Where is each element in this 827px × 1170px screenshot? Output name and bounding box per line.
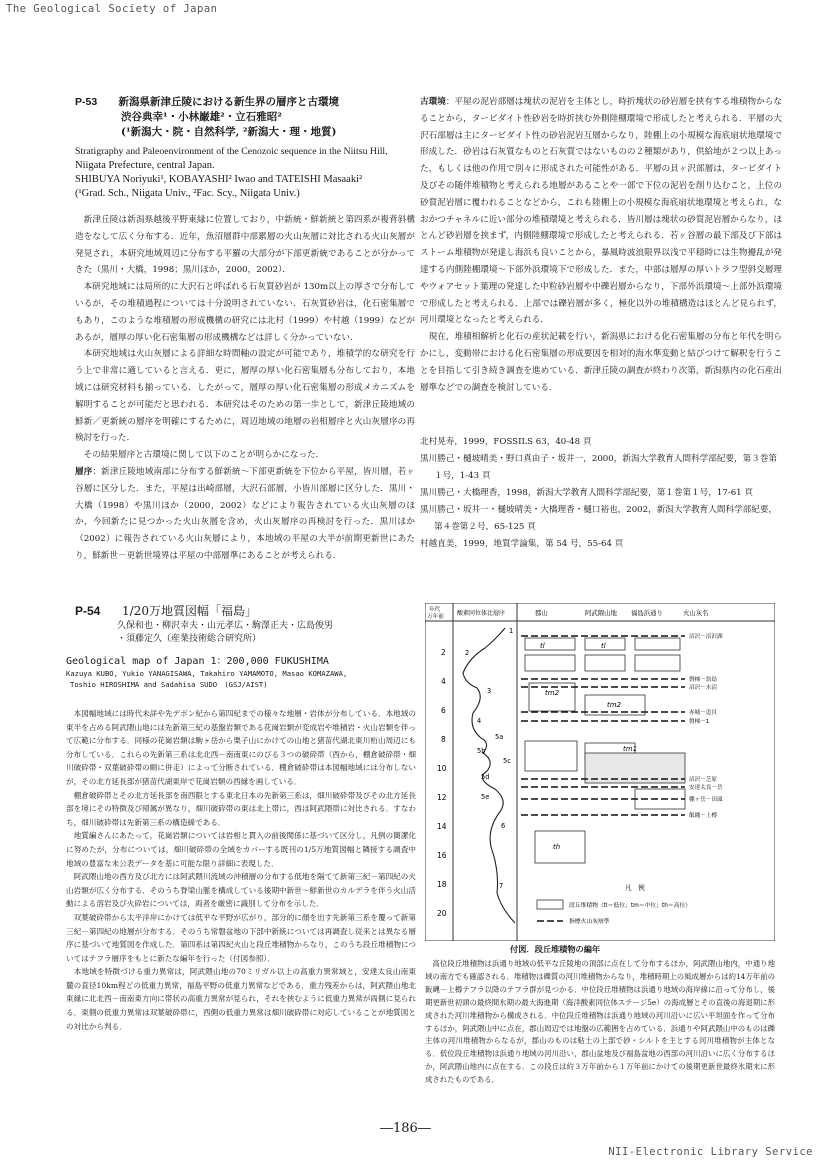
p53-english-block [75,145,420,201]
terrace-label: tm2 [607,701,622,709]
stage-label: 2 [465,649,470,657]
stage-label: 5e [481,793,490,801]
page-number: ―186― [380,1121,431,1136]
col-age-label: 年代 [429,607,441,613]
reference-item: 黒川勝己・大橋理香，1998，新潟大学教育人間科学部紀要，第１巻第１号，17-61 頁 [420,488,753,498]
col-area-label: 阿武隈山地 [585,609,617,617]
age-tick-label: 8 [441,735,446,744]
p53-title-en2: Niigata Prefecture, central Japan. [75,160,215,171]
terrace-box-tl [525,655,575,671]
terrace-label: th [553,843,561,851]
p53-left-text [75,212,415,565]
figure-note: 高位段丘堆積物は浜通り地域の低平な丘陵地の頂部に点在して分布するほか，阿武隈山地内，中通り地域の南方でも確認される．堆積物は礫質の河川堆積物からなり，堆積時期上の風成層からは約14万年前の飯縄－上樽テフラ以降のテフラ群が見つかる．中位段丘堆積物は浜通り地域の海岸線に沿って分布し，後期更新世初頭の最終間氷期の最大海進期（海洋酸素同位体ステージ5e）の海成層とその直後の海退期に形成された河川堆積物から構成される．中位段丘堆積物は浜通り地域の河川沿いに広い平坦面を作って分布するほか，阿武隈山中に点在，郡山周辺では地盤の広範囲を占めている．浜通りや阿武隈山中のものは礫主体の河川堆積物からなるが，郡山のものは粘土の上部で砂・シルトを主とする河川堆積物が主体となる．低位段丘堆積物は浜通り地域の河川沿い，郡山盆地及び福島盆地の西部の河川沿いに広く分布するほか，阿武隈山地内に点在する．この段丘は約３万年前から１万年前にかけての後期更新世最終氷期末に形成されたものである． [425,959,775,1085]
legend-item: 段丘堆積物（tl＝低位；tm＝中位；th＝高位） [569,903,692,909]
p54-authors-en1: Kazuya KUBO, Yukio YANAGISAWA, Takahiro YAMAMOTO, Masao KOMAZAWA, [66,669,348,678]
tephra-name: 沼沢－沼沢湖 [689,634,723,640]
p53-right-text [420,94,782,396]
p53-environment [420,94,782,329]
p54-authors-ja2: ・須藤定久（産業技術総合研究所） [117,634,262,644]
figure-caption: 付図．段丘堆積物の編年 [510,944,601,954]
p53-para1: 新津丘陵は新潟県越後平野東縁に位置しており，中新統・鮮新統と第四系が複背斜構造をなして広く分布する．近年，魚沼層群中部累層の火山灰層に対比される火山灰層が発見され，本研究地域周辺に分布する平羅の大部分が下部更新統であることが分かってきた（黒川・大橋，1998；黒川ほか，2000，2002）． [75,215,415,276]
terrace-chronology-diagram [425,603,775,941]
p53-affil-ja: (¹新潟大・院・自然科学, ²新潟大・理・地質) [121,126,337,138]
tephra-name: 赤城－追貝 [689,710,717,716]
age-tick-label: 10 [437,764,447,773]
p53-title-ja: 新潟県新津丘陵における新生界の層序と古環境 [118,96,339,108]
p53-title-en1: Stratigraphy and Paleoenvironment of the Cenozoic sequence in the Niitsu Hill, [75,146,388,157]
reference-item: 黒川勝己・坂井一・樋坡晴美・大橋理香・樋口裕也，2002，新潟大学教育人間科学部紀要，第４巻第２号，65-125 頁 [420,505,778,532]
age-tick-label: 4 [441,677,446,686]
reference-item: 村越直美，1999，地質学論集，第 54 号，55-64 頁 [420,539,624,549]
p53-number: P-53 [75,96,98,108]
stage-label: 1 [509,627,514,635]
terrace-box-tm1 [525,741,577,771]
p53-env-label: 古環境 [420,97,446,107]
terrace-box-tl [635,655,680,671]
age-tick-label: 20 [437,909,447,918]
p53-para5: 現在，堆積相解析と化石の産状記載を行い，新潟県における化石密集層の分布と年代を明らかにし，変動帯における化石密集層の形成要因を相対的海水準変動と結びつけて解釈を行うことを目指して引き続き調査を進めている．新津丘陵の調査が終わり次第，新潟県内の化石産出層準などでの調査を検討している． [420,332,782,393]
stage-label: 3 [487,687,492,695]
tephra-name: 棚ヶ岳－田頭 [689,797,723,803]
terrace-box-tl [635,638,680,650]
p53-strat-text: ：新津丘陵地域南部に分布する鮮新統～下部更新統を下位から平屋，皆川層，若ヶ谷層に区分した．また，平屋は出崎部層，大沢石部層，小皆川部層に区分した．黒川・大橋（1998）や黒川ほか（2000，2002）などにより報告されている火山灰層のほか，今回新たに見つかった火山灰層を含め，火山灰層序の再検討を行った．黒川ほか（2002）に報告されている火山灰層により，本地域の平屋の大半が前期更新世にあたり，鮮新世－更新世境界は平屋の中部層準にあることが考えられる． [75,466,415,561]
p53-para2: 本研究地域には局所的に大沢石と呼ばれる石灰質砂岩が 130m以上の厚さで分布しているが，その堆積過程については十分説明されていない．石灰質砂岩は，化石密集層でもあり，このような堆積層の形成機構の研究には北村（1999）や村越（1999）などがあるが，層厚の厚い化石密集層の形成機構などは詳しく分かっていない． [75,282,415,343]
age-tick-label: 2 [441,648,446,657]
p53-authors-ja: 渋谷典幸¹・小林巌雄²・立石雅昭² [121,111,282,123]
age-tick-label: 6 [441,706,446,715]
col-area-label: 郡山 [535,609,548,617]
age-tick-label: 16 [437,851,447,860]
col-age-label: 万年前 [427,614,444,620]
tephra-name: 沼沢－水沼 [689,685,717,691]
p54-number: P-54 [75,604,101,618]
tephra-name: 飯縄－上樽 [689,813,717,819]
age-tick-label: 18 [437,880,447,889]
p54-heading [75,603,415,646]
reference-item: 黒川勝己・樋坡晴美・野口真由子・坂井一，2000，新潟大学教育人間科学部紀要，第３巻第１号，1-43 頁 [420,454,778,481]
journal-header: The Geological Society of Japan [6,3,218,15]
stage-label: 4 [477,717,482,725]
stage-label: 5b [477,747,486,755]
legend-box-swatch [537,900,563,909]
tephra-name: 磐梯－1 [689,719,710,725]
p53-stratigraphy [75,464,415,565]
p53-strat-label: 層序 [75,466,93,477]
col-area-label: 福島浜通り [631,609,663,617]
p54-authors-en2: Toshio HIROSHIMA and Sadahisa SUDO (GSJ/AIST) [70,680,268,689]
p53-references [420,434,782,553]
age-tick-label: 12 [437,793,447,802]
terrace-figure [425,603,775,941]
p54-english-block [66,655,416,690]
p53-affil-en: (¹Grad. Sch., Niigata Univ., ²Fac. Scy., Niigata Univ.) [75,188,300,199]
terrace-label: tm1 [623,745,638,753]
reference-item: 北村晃寿，1999，FOSSILS 63，40-48 頁 [420,437,592,447]
p54-authors-ja1: 久保和也・柳沢幸夫・山元孝広・駒澤正夫・広島俊男 [117,621,334,631]
col-strat-label: 酸素同位体比層序 [457,610,506,617]
terrace-label: tl [601,642,606,650]
stage-label: 5c [503,757,511,765]
col-area-label: 火山灰名 [683,609,709,617]
p54-title-ja: 1/20万地質図幅「福島」 [122,604,257,618]
legend-item: 指標火山灰層準 [569,919,610,925]
terrace-label: tl [540,642,545,650]
p53-para3: 本研究地域は火山灰層による詳細な時間軸の設定が可能であり，堆積学的な研究を行う上で非常に適していると言える．更に，層厚の厚い化石密集層も分布しており，本地域には研究材料も揃っている．したがって，層厚の厚い化石密集層の形成メカニズムを解明することが可能だと思われる．本研究はそのための第一歩として，新津丘陵地域の鮮新／更新統の層序を明確にするために，周辺地域の地層の岩相層序と火山灰層序の再検討を行った． [75,349,415,444]
tephra-name: 沼沢－芝原 [689,777,717,783]
p53-env-text: ：平屋の泥岩部層は塊状の泥岩を主体とし，時折塊状の砂岩層を挟有する堆積物からなることから，タービダイト性砂岩を時折挟む外側陸棚環境で形成したと考えられる．平層の大沢石部層は主にタービダイト性の砂岩泥岩互層からなり，陸棚上の小規模な海底扇状地環境で形成した．砂岩は石灰質なものと石灰質ではないものの２種類があり，供給地が２つ以上あった，もしくは他の作用で別々に形成された可能性がある．平層の貝ヶ沢部層は，タービダイト及びその随伴堆積物と考えられる地層があることや一部で下位の泥岩を削り込むこと，上位の砂質泥岩層に覆われることなどから，これも陸棚上の小規模な海底扇状地環境と考えられ，なおかつチャネルに近い部分の堆積環境と考えられる．皆川層は塊状の砂質泥岩層からなり，ほとんど砂岩層を挟まず，内側陸棚環境で形成したと考えられる．若ヶ谷層の最下部及び下部はストーム堆積物が発達し海浜も良いことから，暴風時波浪限界以浅で平穏時には生物擾乱が発達する内側陸棚環境～下部外浜環境下で形成した．また，中部は層厚の厚いトラフ型斜交層理やウォアセット葉理の発達した中粒砂岩層や中礫岩層からなり，下部外浜環境～上部外浜環境で形成したと考えられる．上部では礫岩層が多く，極化以外の堆積構造はほとんど見られず，河川環境となったと考えられる． [420,97,782,326]
terrace-box-tl [585,655,625,671]
p53-para4: その結果層序と古環境に関して以下のことが明らかになった． [83,450,325,461]
tephra-name: 磐梯－翁島 [689,677,717,683]
p54-title-en: Geological map of Japan 1：200,000 FUKUSHIMA [66,656,329,667]
p53-authors-en: SHIBUYA Noriyuki¹, KOBAYASHI² Iwao and TATEISHI Masaaki² [75,174,363,185]
tephra-name: 安達太良－岳 [689,785,723,791]
p53-heading [75,95,415,140]
terrace-box-tl [525,638,575,650]
p54-body: 本図幅地域には時代未詳や先デボン紀から第四紀までの様々な地層・岩体が分布している．本地域の東半を占める阿武隈山地には先新第三紀の基盤岩類である花崗岩類が変成岩や堆積岩・火山岩類を伴って広範に分布する．同様の花崗岩類は駒ヶ岳から栗子山にかけての山地と猪苗代湖北東川桁山周辺にも分布している．これらの先新第三系は北北西－南南東にのびる３つの破砕帯（西から，棚倉破砕帯・畑川破砕帯・双葉破砕帯の順に併走）によって分断されている．棚倉破砕帯は本図幅地域には分布しないが，その北方延長部が猪苗代湖東岸で花崗岩類の西縁を画している． 棚倉破砕帯とその北方延長部を南西限とする東北日本の先新第三系は，畑川破砕帯及びその北方延長部を境にその特徴及び帰属が異なり，畑川破砕帯の東は北上帯に，西は阿武隈帯に対比される．すなわち，畑川破砕帯は先新第三系の構造線である． 地質編さんにあたって，花崗岩類については岩相と貫入の前後関係に基づいて区分し，凡例の簡潔化に努めたが，分布については，畑川破砕帯の全域をカバーする既刊の1/5万地質図幅と隣接する調査中地域の豊富な未公表データを基に可能な限り詳細に表現した． 阿武隈山地の西方及び北方には阿武隈川流域の沖積層の分布する低地を隔てて新第三紀－第四紀の火山岩類が広く分布する．そのうち脊梁山脈を構成している後期中新世～鮮新世のカルデラを伴う火山活動による溶岩及び火砕岩については，両者を厳密に識別して分布を示した． 双葉破砕帯から太平洋岸にかけては低平な平野が広がり，部分的に顔を出す先新第三系を覆って新第三紀－第四紀の地層が分布する．そのうち常磐盆地の下部中新統については再調査し従来とは異なる層序に基づいて地質図を作成した．第四系は第四紀火山と段丘堆積物からなり，このうち段丘堆積物についてはテフラ層序をもとに新たな編年を行った（付図参照）． 本地域を特徴づける重力異常は，阿武隈山地の70ミリガル以上の高重力異常域と，安達太良山南東麓の直径10km程どの低重力異常，福島平野の低重力異常などである．重力残差からは，阿武隈山地北東縁に北北西－南南東方向に帯状の高重力異常が見られ，それを挟むように低重力異常が両側に見られる．東側の低重力異常は双葉破砕帯に，西側の低重力異常は畑川破砕帯に対応していることが地質図との対比から判る． [66,709,416,1031]
age-tick-label: 14 [437,822,447,831]
stage-label: 7 [499,882,504,890]
stage-label: 5a [495,733,504,741]
stage-label: 5d [481,773,490,781]
terrace-label: tm2 [545,689,560,697]
library-footer: NII-Electronic Library Service [608,1146,813,1158]
stage-label: 6 [501,822,506,830]
legend-title: 凡 例 [625,884,645,892]
